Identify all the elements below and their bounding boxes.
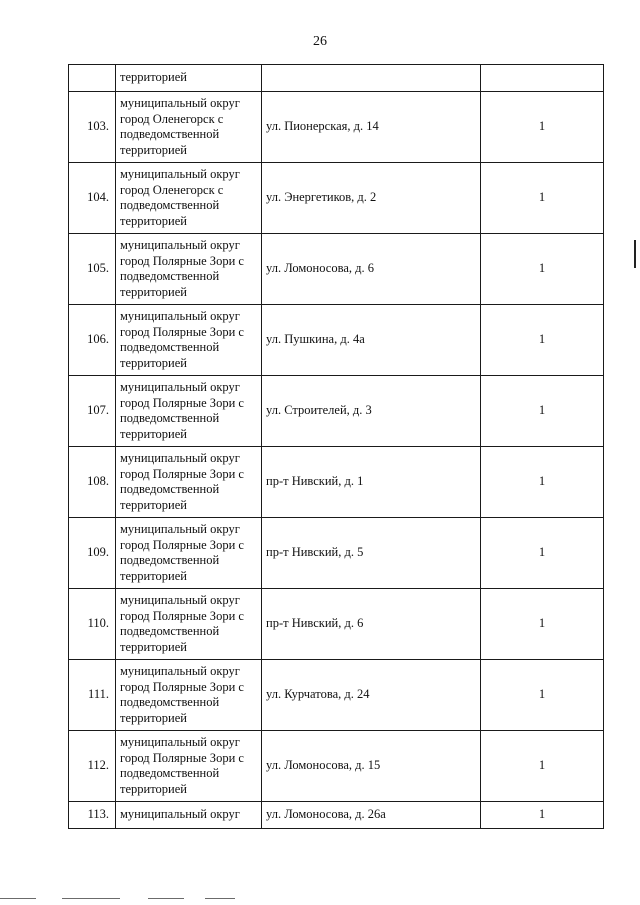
address-cell: ул. Пушкина, д. 4а <box>262 305 481 376</box>
quantity-cell: 1 <box>481 376 604 447</box>
table-row <box>69 731 604 802</box>
quantity-cell: 1 <box>481 802 604 829</box>
row-number: 107. <box>69 376 116 447</box>
municipality-cell: территорией <box>116 65 262 92</box>
municipality-cell: муниципальный округ город Полярные Зори с подведомственной территорией <box>116 518 262 589</box>
municipality-cell: муниципальный округ город Оленегорск с подведомственной территорией <box>116 163 262 234</box>
quantity-cell: 1 <box>481 163 604 234</box>
address-cell: пр-т Нивский, д. 6 <box>262 589 481 660</box>
data-table <box>68 64 604 829</box>
quantity-cell: 1 <box>481 92 604 163</box>
quantity-cell <box>481 65 604 92</box>
row-number: 111. <box>69 660 116 731</box>
row-number: 109. <box>69 518 116 589</box>
row-number: 104. <box>69 163 116 234</box>
footer-rule-marks <box>0 898 640 902</box>
municipality-cell: муниципальный округ город Полярные Зори с подведомственной территорией <box>116 447 262 518</box>
table-row <box>69 589 604 660</box>
quantity-cell: 1 <box>481 518 604 589</box>
address-cell: ул. Ломоносова, д. 15 <box>262 731 481 802</box>
municipality-cell: муниципальный округ город Полярные Зори с подведомственной территорией <box>116 305 262 376</box>
table-row <box>69 92 604 163</box>
address-cell: ул. Ломоносова, д. 6 <box>262 234 481 305</box>
row-number: 110. <box>69 589 116 660</box>
municipality-cell: муниципальный округ город Полярные Зори с подведомственной территорией <box>116 589 262 660</box>
quantity-cell: 1 <box>481 447 604 518</box>
address-cell: ул. Энергетиков, д. 2 <box>262 163 481 234</box>
row-number <box>69 65 116 92</box>
address-cell: ул. Курчатова, д. 24 <box>262 660 481 731</box>
row-number: 108. <box>69 447 116 518</box>
table-row <box>69 660 604 731</box>
table-row <box>69 163 604 234</box>
address-cell: пр-т Нивский, д. 5 <box>262 518 481 589</box>
municipality-cell: муниципальный округ город Полярные Зори с подведомственной территорией <box>116 731 262 802</box>
table-row <box>69 518 604 589</box>
page-number: 26 <box>313 34 327 49</box>
quantity-cell: 1 <box>481 234 604 305</box>
table-row <box>69 447 604 518</box>
address-cell: ул. Пионерская, д. 14 <box>262 92 481 163</box>
municipality-cell: муниципальный округ город Полярные Зори с подведомственной территорией <box>116 660 262 731</box>
table-row <box>69 65 604 92</box>
municipality-cell: муниципальный округ город Полярные Зори с подведомственной территорией <box>116 234 262 305</box>
address-cell: ул. Строителей, д. 3 <box>262 376 481 447</box>
municipality-cell: муниципальный округ город Полярные Зори с подведомственной территорией <box>116 376 262 447</box>
address-cell <box>262 65 481 92</box>
footer-rule <box>0 898 36 899</box>
table-row <box>69 802 604 829</box>
address-cell: пр-т Нивский, д. 1 <box>262 447 481 518</box>
table-row <box>69 234 604 305</box>
quantity-cell: 1 <box>481 305 604 376</box>
scan-edge-mark <box>634 240 636 268</box>
row-number: 105. <box>69 234 116 305</box>
quantity-cell: 1 <box>481 731 604 802</box>
table-row <box>69 305 604 376</box>
footer-rule <box>148 898 184 899</box>
row-number: 112. <box>69 731 116 802</box>
row-number: 113. <box>69 802 116 829</box>
footer-rule <box>62 898 120 899</box>
municipality-cell: муниципальный округ <box>116 802 262 829</box>
table-row <box>69 376 604 447</box>
quantity-cell: 1 <box>481 660 604 731</box>
quantity-cell: 1 <box>481 589 604 660</box>
address-cell: ул. Ломоносова, д. 26а <box>262 802 481 829</box>
row-number: 106. <box>69 305 116 376</box>
municipality-cell: муниципальный округ город Оленегорск с подведомственной территорией <box>116 92 262 163</box>
footer-rule <box>205 898 235 899</box>
row-number: 103. <box>69 92 116 163</box>
